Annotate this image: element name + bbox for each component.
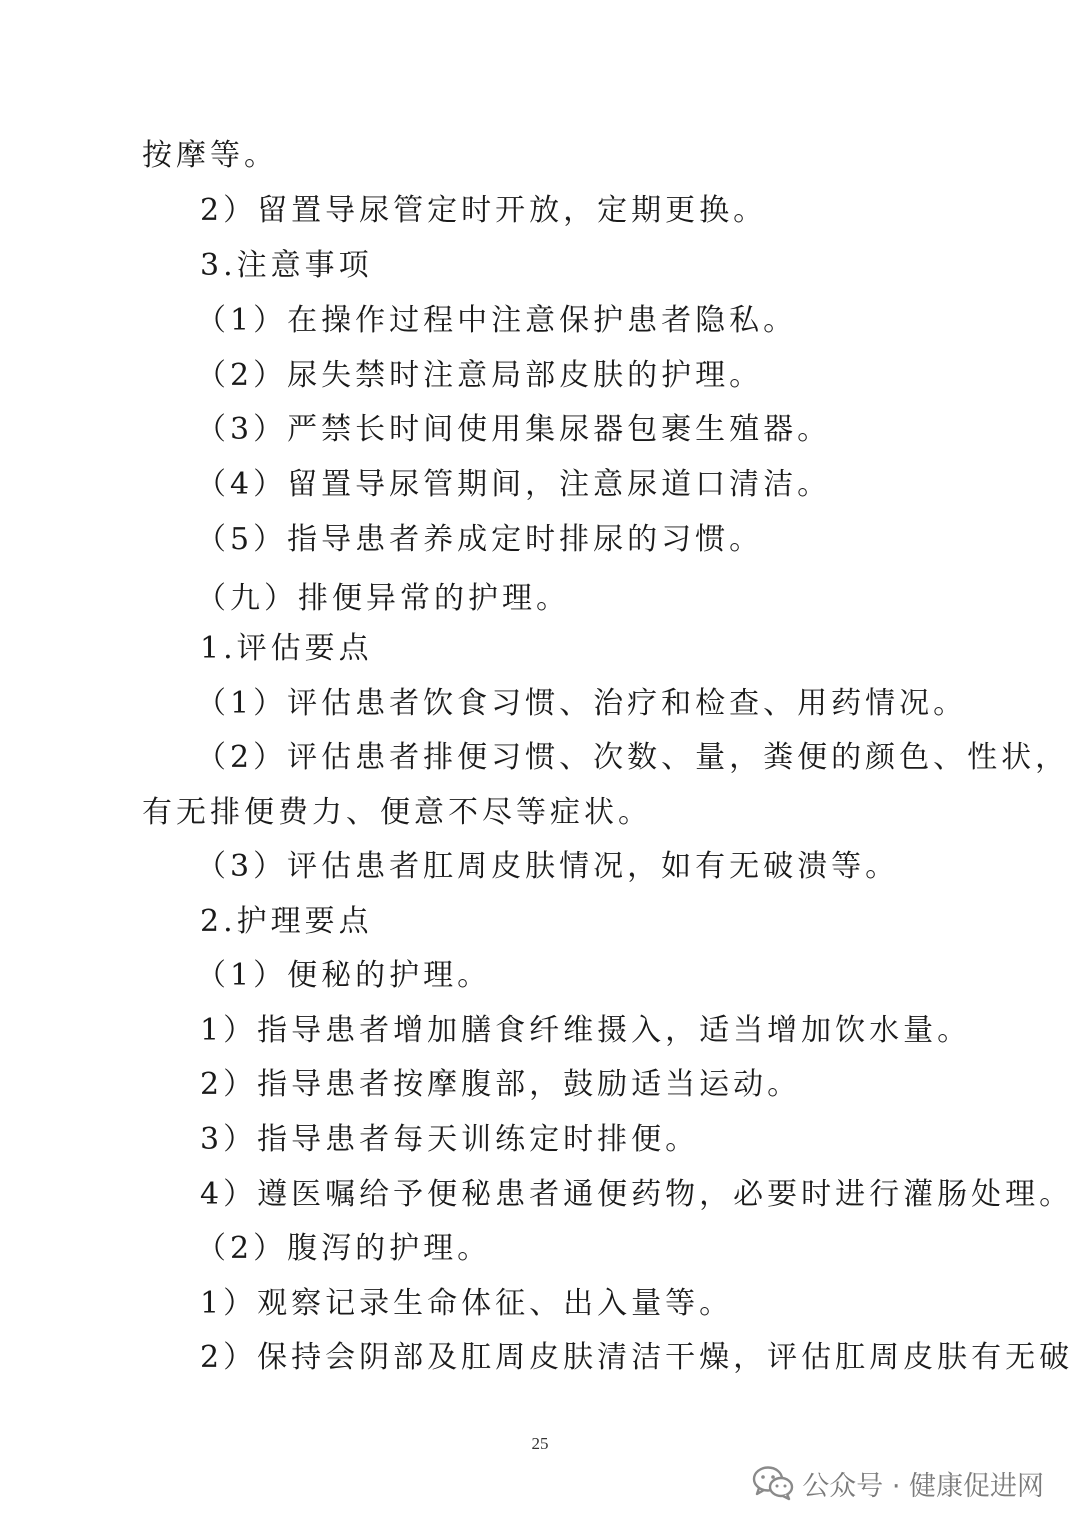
list-item: 1）观察记录生命体征、出入量等。 <box>200 1286 734 1321</box>
watermark-text: 公众号 · 健康促进网 <box>802 1470 1044 1502</box>
list-item: 2）保持会阴部及肛周皮肤清洁干燥，评估肛周皮肤有无破 <box>200 1340 1074 1375</box>
section-heading: 3.注意事项 <box>200 248 373 283</box>
list-item: 2）指导患者按摩腹部，鼓励适当运动。 <box>200 1067 802 1102</box>
section-heading: 2.护理要点 <box>200 904 373 939</box>
list-item: （1）评估患者饮食习惯、治疗和检查、用药情况。 <box>196 686 968 721</box>
list-item: （2）腹泻的护理。 <box>196 1231 492 1266</box>
list-item: （1）便秘的护理。 <box>196 958 492 993</box>
list-item: （3）评估患者肛周皮肤情况，如有无破溃等。 <box>196 849 900 884</box>
chapter-heading: （九）排便异常的护理。 <box>196 581 570 616</box>
page-number: 25 <box>531 1434 549 1453</box>
paragraph-line: 2）留置导尿管定时开放，定期更换。 <box>200 193 768 228</box>
list-item: 1）指导患者增加膳食纤维摄入，适当增加饮水量。 <box>200 1013 972 1048</box>
paragraph-line: 有无排便费力、便意不尽等症状。 <box>142 795 652 830</box>
paragraph-line: 按摩等。 <box>142 138 278 173</box>
list-item: （2）尿失禁时注意局部皮肤的护理。 <box>196 358 764 393</box>
list-item: 3）指导患者每天训练定时排便。 <box>200 1122 700 1157</box>
list-item: （3）严禁长时间使用集尿器包裹生殖器。 <box>196 412 832 447</box>
section-heading: 1.评估要点 <box>200 631 373 666</box>
wechat-icon <box>752 1465 794 1501</box>
list-item: 4）遵医嘱给予便秘患者通便药物，必要时进行灌肠处理。 <box>200 1177 1074 1212</box>
list-item: （5）指导患者养成定时排尿的习惯。 <box>196 522 764 557</box>
list-item: （4）留置导尿管期间，注意尿道口清洁。 <box>196 467 832 502</box>
list-item: （1）在操作过程中注意保护患者隐私。 <box>196 303 798 338</box>
watermark <box>752 1463 1044 1503</box>
list-item: （2）评估患者排便习惯、次数、量，粪便的颜色、性状， <box>196 740 1070 775</box>
